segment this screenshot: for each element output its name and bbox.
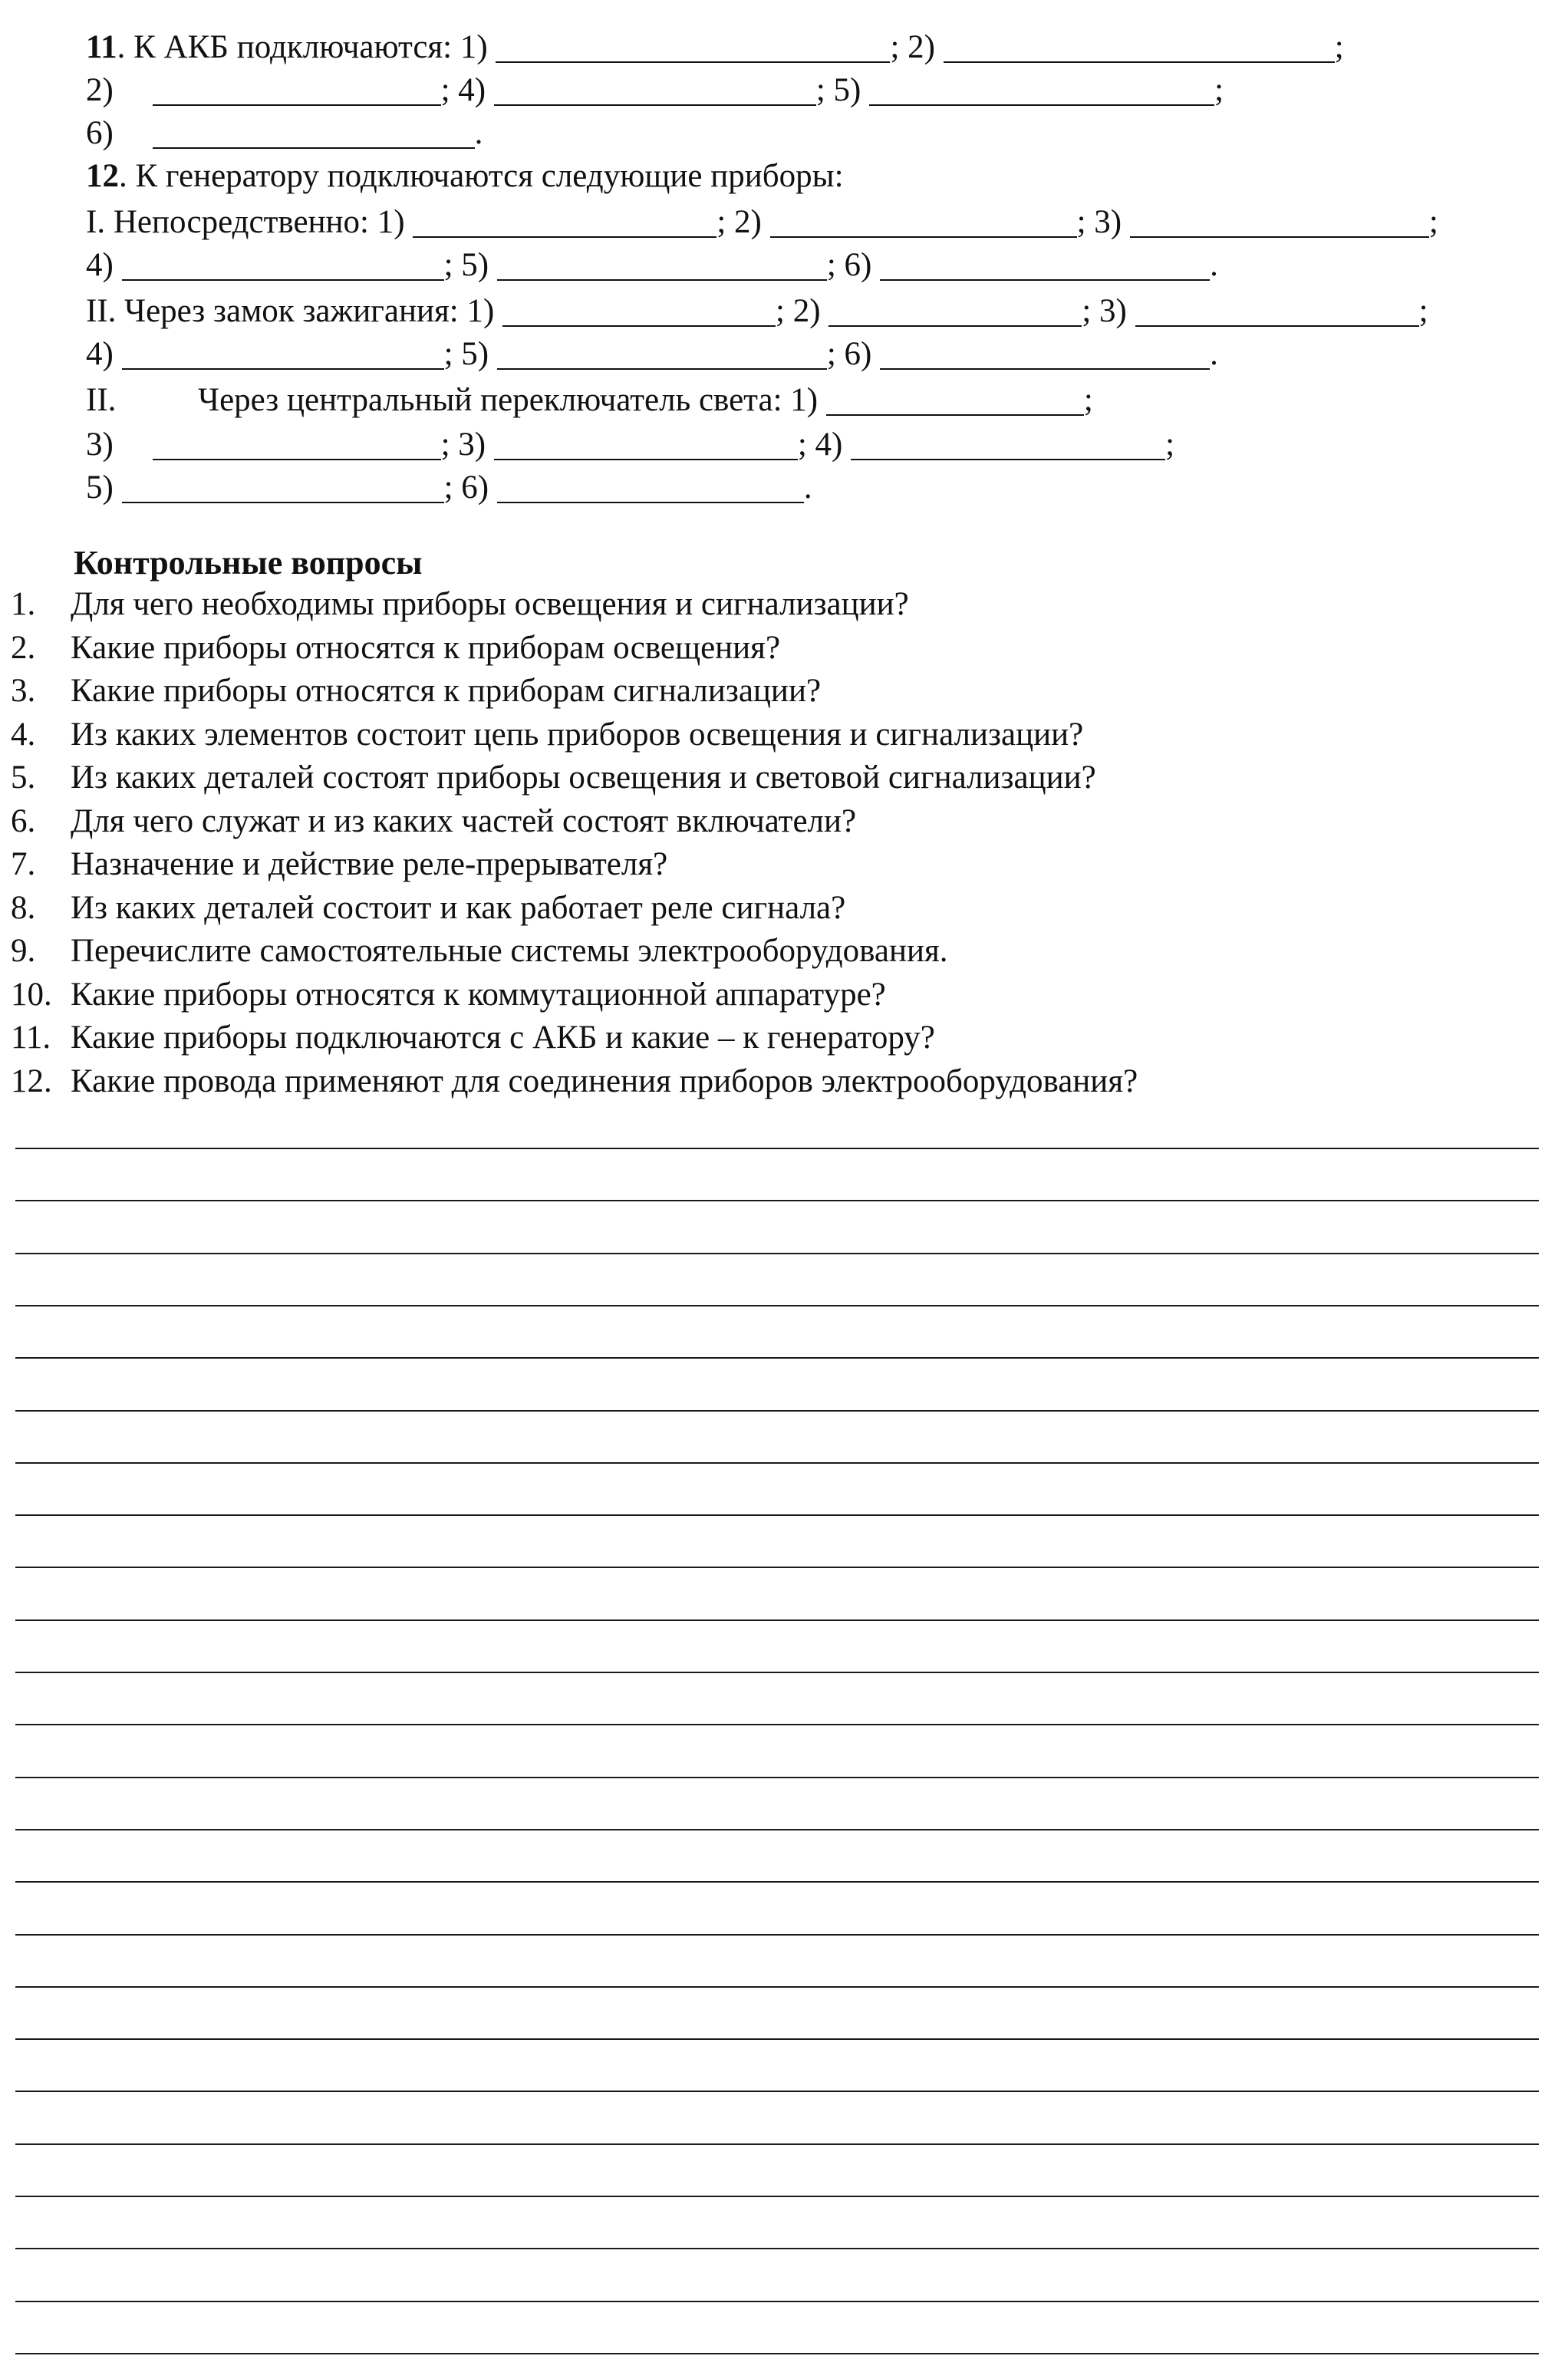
sep-label: ; 2) (716, 204, 762, 240)
question-number: 10. (11, 976, 52, 1013)
answer-line[interactable] (15, 1305, 1539, 1306)
sep-label: ; (1334, 29, 1344, 65)
task12-number: 12 (86, 158, 119, 194)
answer-line[interactable] (15, 1200, 1539, 1201)
sep-label: ; 5) (443, 247, 489, 283)
question-text: Какие приборы относятся к коммутационной аппаратуре? (71, 976, 886, 1013)
ignition-blank-3[interactable] (1135, 295, 1419, 327)
sep-label: . (1210, 336, 1218, 372)
question-text: Перечислите самостоятельные системы электрооборудования. (71, 933, 948, 969)
task12-heading (86, 155, 844, 198)
task11-blank-3[interactable] (153, 74, 441, 106)
question-number: 6. (11, 802, 36, 839)
task12-light-line2 (86, 423, 1174, 466)
answer-line[interactable] (15, 1986, 1539, 1988)
task11-blank-5[interactable] (869, 74, 1214, 106)
question-number: 7. (11, 846, 36, 882)
task11-line3 (86, 112, 483, 155)
sep-label: 2) (86, 72, 114, 108)
task11-intro: . К АКБ подключаются: 1) (117, 29, 488, 65)
question-number: 12. (11, 1063, 52, 1099)
answer-line[interactable] (15, 1724, 1539, 1725)
question-number: 8. (11, 889, 36, 926)
question-number: 3. (11, 673, 36, 709)
light-blank-4[interactable] (851, 428, 1165, 460)
question-text: Для чего служат и из каких частей состоят включатели? (71, 802, 857, 839)
direct-blank-6[interactable] (880, 249, 1210, 281)
sep-label: 4) (86, 247, 114, 283)
answer-line[interactable] (15, 2091, 1539, 2092)
answer-line[interactable] (15, 1567, 1539, 1568)
sep-label: ; 4) (797, 427, 843, 463)
light-roman: II. (86, 382, 117, 418)
answer-line[interactable] (15, 1357, 1539, 1359)
question-number: 1. (11, 586, 36, 622)
answer-line[interactable] (15, 1619, 1539, 1621)
sep-label: ; 5) (815, 72, 861, 108)
answer-line[interactable] (15, 2143, 1539, 2145)
direct-label: I. Непосредственно: 1) (86, 204, 405, 240)
review-heading: Контрольные вопросы (74, 544, 423, 582)
sep-label: ; 3) (1076, 204, 1122, 240)
sep-label: ; 6) (826, 247, 872, 283)
light-blank-3[interactable] (494, 428, 798, 460)
question-text: Какие приборы относятся к приборам сигнализации? (71, 673, 822, 709)
answer-line[interactable] (15, 2353, 1539, 2354)
task11-blank-6[interactable] (153, 117, 475, 149)
task12-direct-line2 (86, 244, 1218, 287)
sep-label: . (1210, 247, 1218, 283)
light-blank-5[interactable] (122, 471, 444, 503)
sep-label: ; 6) (826, 336, 872, 372)
sep-label: 4) (86, 336, 114, 372)
sep-label: ; 4) (440, 72, 486, 108)
task11-blank-4[interactable] (494, 74, 816, 106)
sep-label: ; (1418, 293, 1428, 329)
answer-line[interactable] (15, 1253, 1539, 1254)
sep-label: ; (1165, 427, 1175, 463)
answer-line[interactable] (15, 1514, 1539, 1516)
sep-label: 3) (86, 427, 114, 463)
sep-label: ; 2) (776, 293, 821, 329)
direct-blank-3[interactable] (1130, 206, 1429, 238)
answer-line[interactable] (15, 2038, 1539, 2040)
sep-label: ; (1428, 204, 1438, 240)
question-text: Какие приборы относятся к приборам освещения? (71, 629, 781, 666)
question-number: 4. (11, 716, 36, 753)
direct-blank-5[interactable] (497, 249, 827, 281)
question-text: Из каких деталей состоит и как работает реле сигнала? (71, 889, 846, 926)
task11-line1 (86, 26, 1344, 69)
light-blank-1[interactable] (826, 384, 1084, 416)
task11-number: 11 (86, 29, 117, 65)
answer-line[interactable] (15, 1148, 1539, 1149)
task11-blank-1[interactable] (496, 31, 890, 63)
sep-label: ; 2) (890, 29, 935, 65)
answer-line[interactable] (15, 2196, 1539, 2197)
task12-light-line3 (86, 466, 812, 509)
task12-light-line1 (86, 379, 1093, 422)
light-blank-2[interactable] (153, 428, 441, 460)
question-number: 11. (11, 1020, 51, 1056)
ignition-label: II. Через замок зажигания: 1) (86, 293, 495, 329)
sep-label: . (474, 115, 483, 151)
ignition-blank-6[interactable] (880, 338, 1210, 370)
sep-label: ; (1214, 72, 1224, 108)
ignition-blank-2[interactable] (828, 295, 1082, 327)
answer-line[interactable] (15, 1881, 1539, 1883)
answer-line[interactable] (15, 1410, 1539, 1412)
sep-label: . (803, 470, 812, 506)
ignition-blank-1[interactable] (502, 295, 776, 327)
task11-line2 (86, 69, 1224, 112)
answer-line[interactable] (15, 2248, 1539, 2249)
task12-ignition-line2 (86, 333, 1218, 376)
sep-label: ; 3) (440, 427, 486, 463)
sep-label: ; (1083, 382, 1093, 418)
task11-blank-2[interactable] (944, 31, 1335, 63)
question-text: Назначение и действие реле-прерывателя? (71, 846, 668, 882)
question-text: Какие провода применяют для соединения приборов электрооборудования? (71, 1063, 1138, 1099)
question-text: Для чего необходимы приборы освещения и сигнализации? (71, 586, 909, 622)
question-number: 9. (11, 933, 36, 969)
sep-label: ; 3) (1082, 293, 1127, 329)
direct-blank-4[interactable] (122, 249, 444, 281)
question-text: Какие приборы подключаются с АКБ и какие – к генератору? (71, 1020, 935, 1056)
answer-line[interactable] (15, 1777, 1539, 1778)
answer-line[interactable] (15, 1672, 1539, 1673)
direct-blank-2[interactable] (770, 206, 1077, 238)
sep-label: ; 5) (443, 336, 489, 372)
ignition-blank-5[interactable] (497, 338, 827, 370)
question-number: 5. (11, 759, 36, 796)
sep-label: ; 6) (443, 470, 489, 506)
answer-line[interactable] (15, 2301, 1539, 2302)
question-text: Из каких элементов состоит цепь приборов освещения и сигнализации? (71, 716, 1084, 753)
question-number: 2. (11, 629, 36, 666)
direct-blank-1[interactable] (413, 206, 716, 238)
task12-intro: . К генератору подключаются следующие приборы: (119, 158, 844, 194)
light-label: Через центральный переключатель света: 1) (198, 382, 819, 418)
task12-ignition-line1 (86, 290, 1428, 333)
sep-label: 6) (86, 115, 114, 151)
ignition-blank-4[interactable] (122, 338, 444, 370)
question-text: Из каких деталей состоят приборы освещения и световой сигнализации? (71, 759, 1096, 796)
answer-line[interactable] (15, 1829, 1539, 1830)
light-blank-6[interactable] (497, 471, 804, 503)
sep-label: 5) (86, 470, 114, 506)
answer-line[interactable] (15, 1462, 1539, 1464)
task12-direct-line1 (86, 201, 1438, 244)
answer-line[interactable] (15, 1934, 1539, 1936)
